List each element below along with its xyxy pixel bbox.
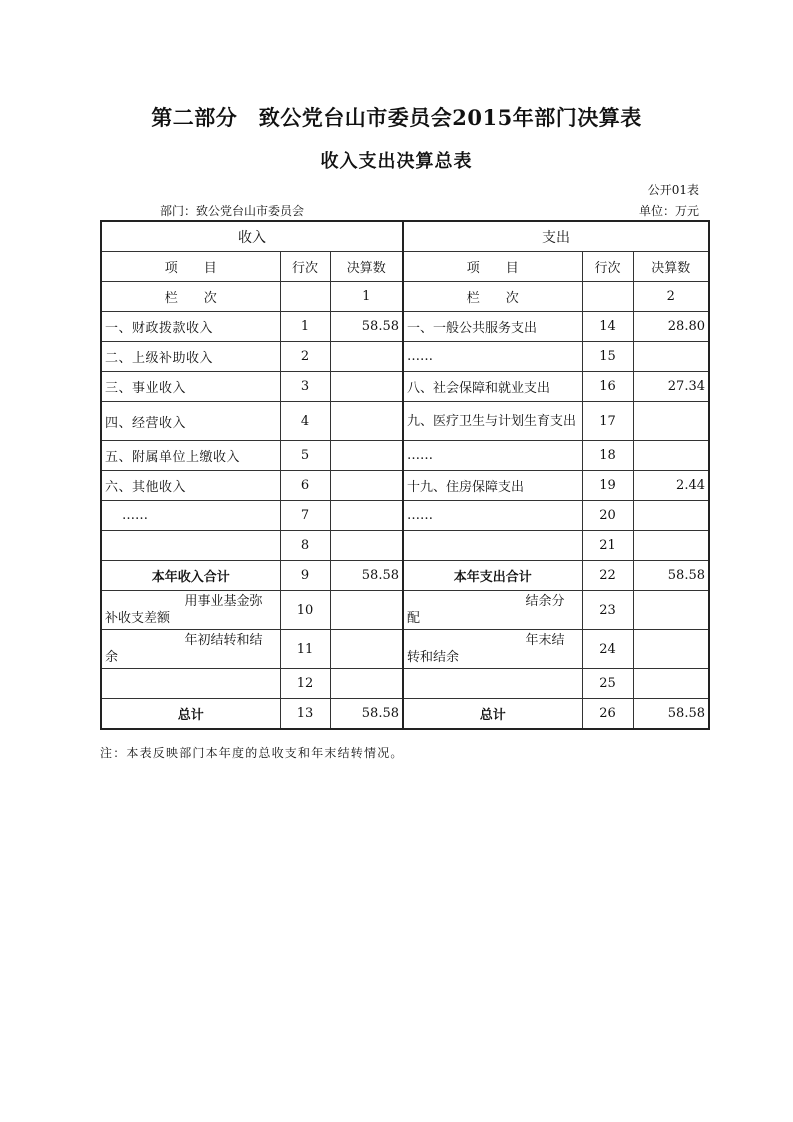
- income-row-no: 9: [280, 561, 330, 591]
- expense-item-text: 九、医疗卫生与计划生育支出: [407, 413, 577, 429]
- expense-row-no: 23: [582, 591, 633, 630]
- income-item: 四、经营收入: [101, 402, 280, 441]
- expense-item-header: 项 目: [403, 252, 582, 282]
- page-title: 第二部分 致公党台山市委员会2015年部门决算表: [151, 105, 642, 130]
- expense-amount: 27.34: [633, 372, 709, 402]
- form-id: 公开01表: [647, 183, 699, 197]
- income-item: 五、附属单位上缴收入: [101, 441, 280, 471]
- expense-total-label: 总计: [403, 699, 582, 730]
- income-row-no-header: 行次: [280, 252, 330, 282]
- income-item: [101, 630, 280, 669]
- income-row-no: 1: [280, 312, 330, 342]
- income-subtotal-label: 本年收入合计: [101, 561, 280, 591]
- income-item-line-1: 用事业基金弥: [184, 594, 263, 609]
- table-row: [101, 501, 709, 531]
- income-item: [101, 591, 280, 630]
- income-item: 二、上级补助收入: [101, 342, 280, 372]
- income-subtotal-amount: 58.58: [330, 561, 403, 591]
- income-amount: [330, 630, 403, 669]
- unit-label: 单位：万元: [638, 204, 699, 218]
- income-item: 一、财政拨款收入: [101, 312, 280, 342]
- expense-item: ……: [403, 441, 582, 471]
- expense-item: 一、一般公共服务支出: [403, 312, 582, 342]
- department-label: 部门：致公党台山市委员会: [160, 204, 305, 218]
- table-row: [101, 630, 709, 669]
- income-item: 三、事业收入: [101, 372, 280, 402]
- income-amount: [330, 501, 403, 531]
- income-amount: [330, 372, 403, 402]
- expense-row-no: 24: [582, 630, 633, 669]
- expense-header: 支出: [403, 221, 709, 252]
- expense-item-line-1: 年末结: [525, 633, 565, 648]
- income-amount: [330, 342, 403, 372]
- expense-row-no: 26: [582, 699, 633, 730]
- income-item: [101, 531, 280, 561]
- table-row: [101, 471, 709, 501]
- table-row: [101, 669, 709, 699]
- section-header-row: [101, 221, 709, 252]
- income-index-label: 栏 次: [101, 282, 280, 312]
- expense-item-line-2: 转和结余: [407, 650, 460, 665]
- expense-index-label: 栏 次: [403, 282, 582, 312]
- expense-amount: [633, 630, 709, 669]
- expense-item: [403, 669, 582, 699]
- income-row-no: 12: [280, 669, 330, 699]
- expense-amount: [633, 591, 709, 630]
- expense-item: [403, 630, 582, 669]
- expense-amount: [633, 669, 709, 699]
- income-row-no: 4: [280, 402, 330, 441]
- expense-item: [403, 531, 582, 561]
- table-row: [101, 312, 709, 342]
- table-row: [101, 591, 709, 630]
- expense-subtotal-label: 本年支出合计: [403, 561, 582, 591]
- expense-row-no: 14: [582, 312, 633, 342]
- income-amount: [330, 591, 403, 630]
- income-amount: [330, 402, 403, 441]
- table-title: 收入支出决算总表: [320, 151, 473, 172]
- expense-item-line-1: 结余分: [525, 594, 565, 609]
- income-item: ……: [101, 501, 280, 531]
- table-row: [101, 402, 709, 441]
- income-row-no: 13: [280, 699, 330, 730]
- income-item-line-2: 补收支差额: [105, 611, 171, 626]
- expense-item-line-2: 配: [407, 611, 421, 626]
- expense-amount: [633, 501, 709, 531]
- column-index-row: [101, 282, 709, 312]
- expense-amount: [633, 441, 709, 471]
- income-item-line-1: 年初结转和结: [184, 633, 263, 648]
- expense-item: ……: [403, 501, 582, 531]
- expense-amount: 2.44: [633, 471, 709, 501]
- subtotal-row: [101, 561, 709, 591]
- expense-row-no: 15: [582, 342, 633, 372]
- income-amount-header: 决算数: [330, 252, 403, 282]
- income-row-no: 10: [280, 591, 330, 630]
- income-row-no: 11: [280, 630, 330, 669]
- income-amount: [330, 471, 403, 501]
- income-row-no: 7: [280, 501, 330, 531]
- expense-row-no: 21: [582, 531, 633, 561]
- expense-item: 八、社会保障和就业支出: [403, 372, 582, 402]
- income-amount: [330, 669, 403, 699]
- table-row: [101, 372, 709, 402]
- table-row: [101, 531, 709, 561]
- expense-row-no-header: 行次: [582, 252, 633, 282]
- expense-amount: [633, 531, 709, 561]
- expense-row-no: 25: [582, 669, 633, 699]
- income-amount: [330, 531, 403, 561]
- income-item-line-2: 余: [105, 650, 119, 665]
- income-header: 收入: [101, 221, 403, 252]
- income-item: 六、其他收入: [101, 471, 280, 501]
- table-row: [101, 342, 709, 372]
- expense-item: [403, 591, 582, 630]
- expense-row-no: 16: [582, 372, 633, 402]
- expense-item: [403, 402, 582, 441]
- income-row-no: 5: [280, 441, 330, 471]
- expense-col-index: 2: [633, 282, 709, 312]
- income-item-header: 项 目: [101, 252, 280, 282]
- expense-item: ……: [403, 342, 582, 372]
- column-header-row: [101, 252, 709, 282]
- income-row-no: 8: [280, 531, 330, 561]
- expense-subtotal-amount: 58.58: [633, 561, 709, 591]
- expense-row-no: 18: [582, 441, 633, 471]
- table-note: 注：本表反映部门本年度的总收支和年末结转情况。: [100, 746, 404, 760]
- income-row-no: 3: [280, 372, 330, 402]
- income-item: [101, 669, 280, 699]
- total-row: [101, 699, 709, 730]
- income-row-no: 2: [280, 342, 330, 372]
- income-col-index: 1: [330, 282, 403, 312]
- income-row-no: 6: [280, 471, 330, 501]
- income-total-amount: 58.58: [330, 699, 403, 730]
- expense-item: 十九、住房保障支出: [403, 471, 582, 501]
- expense-row-no: 17: [582, 402, 633, 441]
- income-expense-table: [100, 220, 710, 730]
- expense-index-blank: [582, 282, 633, 312]
- table-row: [101, 441, 709, 471]
- expense-amount: 28.80: [633, 312, 709, 342]
- expense-total-amount: 58.58: [633, 699, 709, 730]
- expense-amount-header: 决算数: [633, 252, 709, 282]
- income-total-label: 总计: [101, 699, 280, 730]
- expense-amount: [633, 402, 709, 441]
- expense-row-no: 19: [582, 471, 633, 501]
- expense-amount: [633, 342, 709, 372]
- expense-row-no: 20: [582, 501, 633, 531]
- income-amount: 58.58: [330, 312, 403, 342]
- expense-row-no: 22: [582, 561, 633, 591]
- income-amount: [330, 441, 403, 471]
- income-index-blank: [280, 282, 330, 312]
